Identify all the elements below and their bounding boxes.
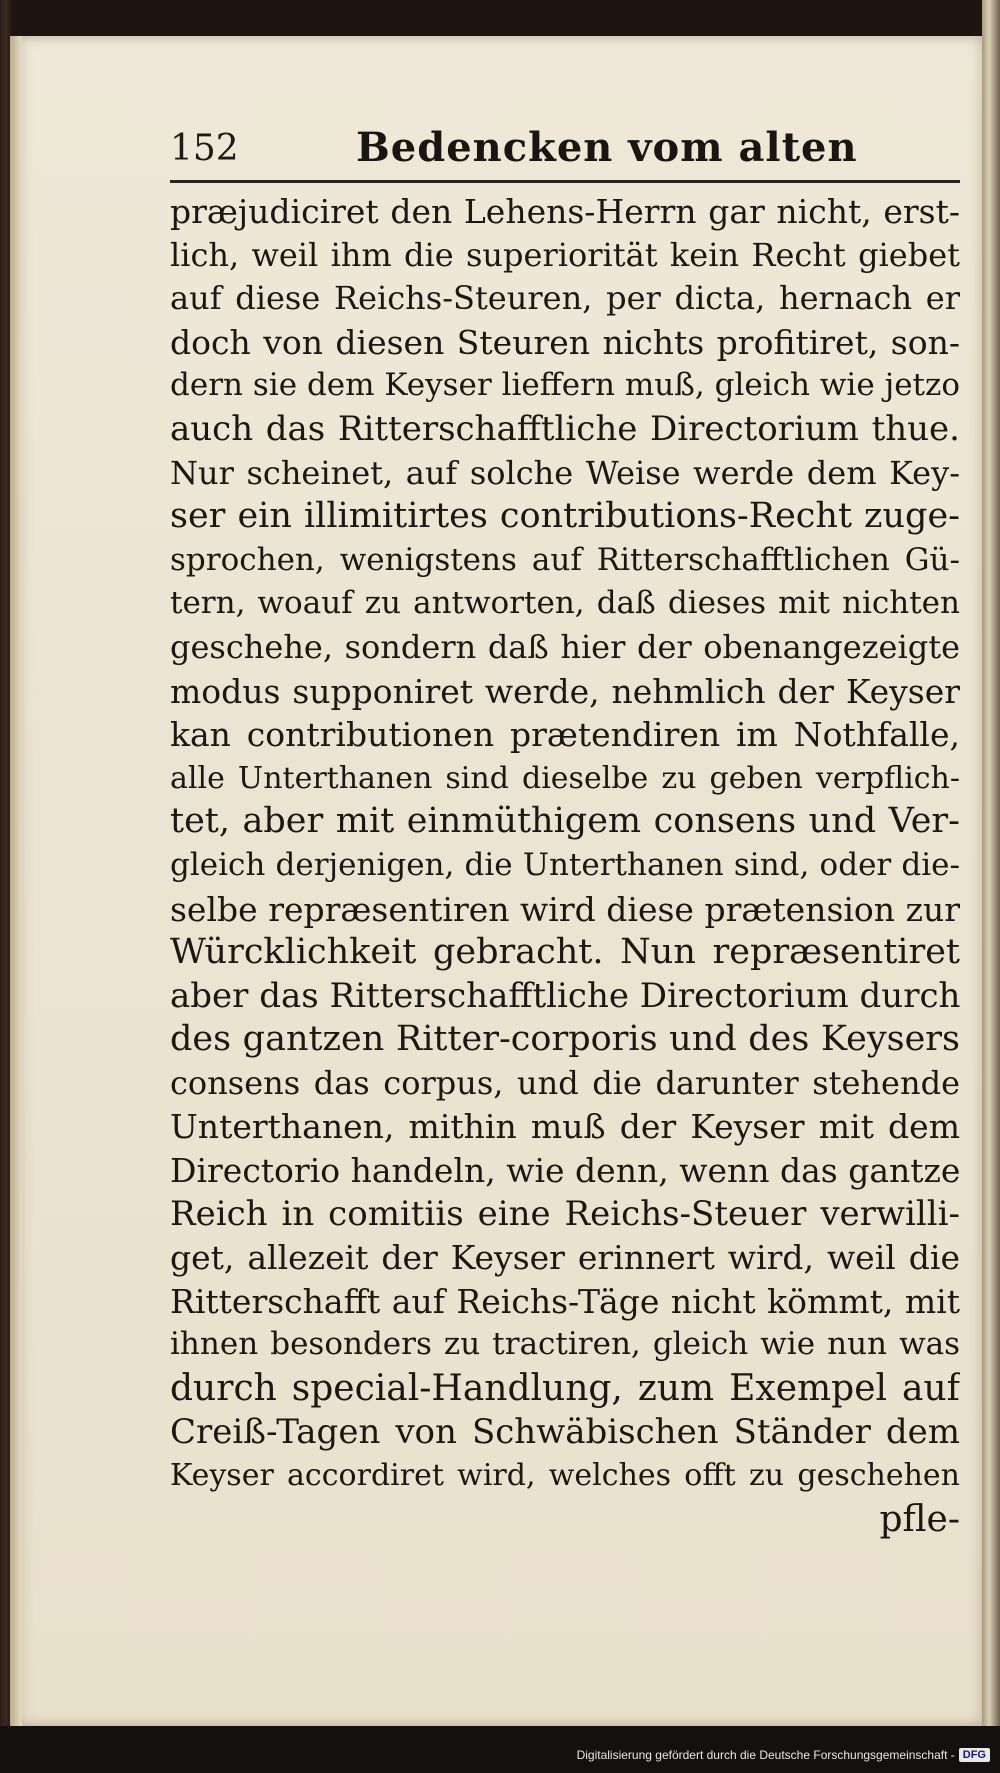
text-line: præjudiciret den Lehens-Herrn gar nicht, erst- bbox=[170, 192, 960, 231]
text-line: des gantzen Ritter-corporis und des Keysers bbox=[170, 1019, 960, 1060]
page-fore-edge bbox=[982, 0, 1000, 1773]
text-line: tet, aber mit einmüthigem consens und Ver- bbox=[170, 801, 960, 842]
text-line: kan contributionen prætendiren im Nothfalle, bbox=[170, 715, 960, 755]
text-line: Keyser accordiret wird, welches offt zu geschehen bbox=[170, 1458, 960, 1494]
page-gutter-edge bbox=[10, 36, 22, 1726]
text-line: Würcklichkeit gebracht. Nun repræsentiret bbox=[170, 932, 960, 973]
text-line: Creiß-Tagen von Schwäbischen Ständer dem bbox=[170, 1411, 960, 1452]
text-line: durch special-Handlung, zum Exempel auf bbox=[170, 1368, 960, 1410]
dfg-logo: DFG bbox=[959, 1748, 990, 1762]
text-line: alle Unterthanen sind dieselbe zu geben verpflich- bbox=[170, 760, 960, 796]
text-line: Nur scheinet, auf solche Weise werde dem Key- bbox=[170, 453, 960, 492]
text-line: modus supponiret werde, nehmlich der Keyser bbox=[170, 671, 960, 711]
header-rule bbox=[170, 180, 960, 183]
text-line: pfle- bbox=[879, 1498, 960, 1540]
page-number: 152 bbox=[170, 128, 239, 169]
text-line: selbe repræsentiren wird diese prætension zur bbox=[170, 889, 960, 929]
text-line: dern sie dem Keyser lieffern muß, gleich wie jetzo bbox=[170, 367, 960, 404]
running-head: Bedencken vom alten bbox=[356, 124, 858, 171]
text-line: aber das Ritterschafftliche Directorium durch bbox=[170, 975, 960, 1016]
text-line: get, allezeit der Keyser erinnert wird, weil die bbox=[170, 1238, 960, 1278]
text-line: consens das corpus, und die darunter stehende bbox=[170, 1063, 960, 1102]
text-line: Ritterschafft auf Reichs-Täge nicht kömmt, mit bbox=[170, 1281, 960, 1321]
text-line: Reich in comitiis eine Reichs-Steuer verwilli- bbox=[170, 1193, 960, 1234]
text-line: gleich derjenigen, die Unterthanen sind, oder die- bbox=[170, 846, 960, 883]
text-line: auch das Ritterschafftliche Directorium thue. bbox=[170, 408, 960, 449]
text-line: ser ein illimitirtes contributions-Recht zuge- bbox=[170, 496, 960, 537]
digitization-credit bbox=[577, 1748, 990, 1762]
credit-text: Digitalisierung gefördert durch die Deutsche Forschungsgemeinschaft - bbox=[576, 1748, 955, 1762]
text-line: auf diese Reichs-Steuren, per dicta, hernach er bbox=[170, 279, 960, 318]
text-line: Unterthanen, mithin muß der Keyser mit dem bbox=[170, 1107, 960, 1147]
text-line: doch von diesen Steuren nichts profitiret, son- bbox=[170, 322, 960, 362]
text-line: ihnen besonders zu tractiren, gleich wie nun was bbox=[170, 1326, 960, 1363]
text-line: geschehe, sondern daß hier der obenangezeigte bbox=[170, 627, 960, 666]
text-line: lich, weil ihm die superiorität kein Recht giebet bbox=[170, 235, 960, 274]
text-line: sprochen, wenigstens auf Ritterschafftlichen Gü- bbox=[170, 541, 960, 578]
text-line: Directorio handeln, wie denn, wenn das gantze bbox=[170, 1151, 960, 1191]
page-header bbox=[170, 118, 960, 178]
text-line: tern, woauf zu antworten, daß dieses mit nichten bbox=[170, 585, 960, 622]
body-text bbox=[170, 190, 960, 1541]
